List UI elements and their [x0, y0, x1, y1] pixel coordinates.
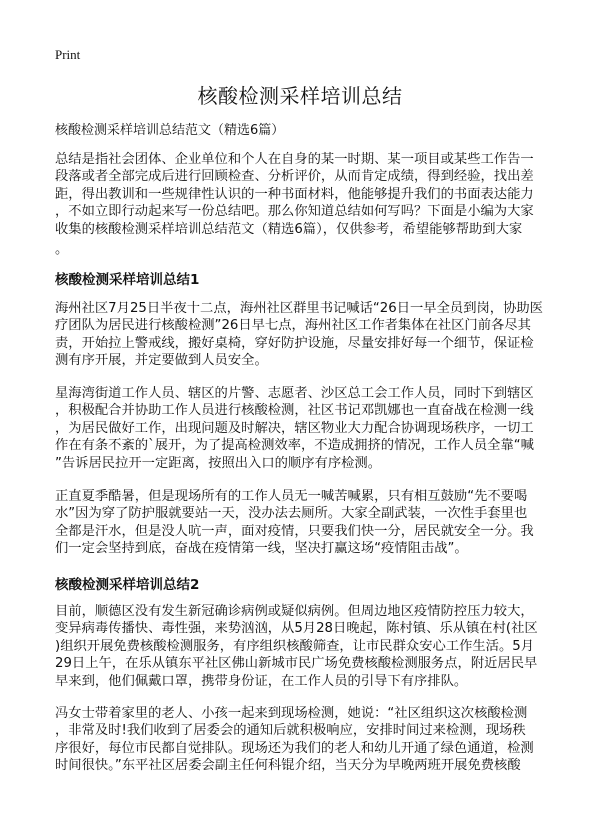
text-line: 们一定会坚持到底，奋战在疫情第一线，坚决打赢这场“疫情阻击战”。: [55, 541, 468, 557]
text-line: 29日上午，在乐从镇东平社区佛山新城市民广场免费核酸检测服务点，附近居民早: [55, 656, 538, 672]
text-line: ，为居民做好工作，出现问题及时解决，辖区物业大力配合协调现场秩序，一切工: [55, 420, 534, 436]
text-line: ，非常及时!我们收到了居委会的通知后就积极响应，安排时间过来检测，现场秩: [55, 723, 526, 739]
text-line: 变异病毒传播快、毒性强，来势汹汹，从5月28日晚起，陈村镇、乐从镇在村(社区: [55, 621, 538, 637]
text-line: 总结是指社会团体、企业单位和个人在自身的某一时期、某一项目或某些工作告一: [55, 152, 534, 167]
text-line: 段落或者全部完成后进行回顾检查、分析评价，从而肯定成绩，得到经验，找出差: [55, 169, 534, 185]
text-line: 早来到，他们佩戴口罩，携带身份证，在工作人员的引导下有序排队。: [55, 673, 468, 689]
text-line: 作在有条不紊的`展开，为了提高检测效率，不造成拥挤的情况，工作人员全靠“喊: [55, 438, 534, 454]
paragraph: [55, 603, 550, 690]
text-line: 疗团队为居民进行核酸检测”26日早七点，海州社区工作者集体在社区门前各尽其: [55, 318, 531, 334]
paragraph: [55, 300, 550, 370]
paragraph: [55, 705, 550, 775]
subtitle: 核酸检测采样培训总结范文（精选6篇）: [55, 123, 285, 138]
text-line: 正直夏季酷暑，但是现场所有的工作人员无一喊苦喊累，只有相互鼓励“先不要喝: [55, 489, 528, 504]
section-heading-2: 核酸检测采样培训总结2: [55, 577, 200, 593]
text-line: ，积极配合并协助工作人员进行核酸检测，社区书记邓凯娜也一直奋战在检测一线: [55, 403, 534, 419]
text-line: 海州社区7月25日半夜十二点，海州社区群里书记喊话“26日一早全员到岗，协助医: [55, 301, 543, 316]
text-line: 测有序开展，并定要做到人员安全。: [55, 353, 268, 369]
text-line: 冯女士带着家里的老人、小孩一起来到现场检测，她说：“社区组织这次核酸检测: [55, 706, 528, 721]
text-line: 责，开始拉上警戒线，搬好桌椅，穿好防护设施，尽量安排好每一个细节，保证检: [55, 335, 534, 351]
print-link[interactable]: Print: [55, 47, 81, 62]
text-line: ，不如立即行动起来写一份总结吧。那么你知道总结如何写吗？下面是小编为大家: [55, 204, 534, 220]
text-line: 全都是汗水，但是没人吭一声，面对疫情，只要我们快一分，居民就安全一分。我: [55, 523, 534, 539]
text-line: 水”因为穿了防护服就要站一天，没办法去厕所。大家全副武装，一次性手套里也: [55, 506, 528, 522]
paragraph: [55, 488, 550, 558]
text-line: 星海湾街道工作人员、辖区的片警、志愿者、沙区总工会工作人员，同时下到辖区: [55, 386, 534, 401]
text-line: 。: [55, 242, 69, 258]
page-title: 核酸检测采样培训总结: [197, 84, 403, 108]
text-line: 收集的核酸检测采样培训总结范文（精选6篇），仅供参考，希望能够帮助到大家: [55, 221, 523, 237]
text-line: ”告诉居民拉开一定距离，按照出入口的顺序有序检测。: [55, 455, 382, 471]
section-heading-1: 核酸检测采样培训总结1: [55, 272, 200, 288]
text-line: 目前，顺德区没有发生新冠确诊病例或疑似病例。但周边地区疫情防控压力较大，: [55, 604, 534, 619]
text-line: 序很好，每位市民都自觉排队。现场还为我们的老人和幼儿开通了绿色通道，检测: [55, 740, 534, 756]
text-line: 时间很快。”东平社区居委会副主任何科锟介绍，当天分为早晚两班开展免费核酸: [55, 758, 521, 774]
text-line: )组织开展免费核酸检测服务，有序组织核酸筛查，让市民群众安心工作生活。5月: [55, 638, 535, 654]
paragraph: [55, 385, 550, 472]
text-line: 距，得出教训和一些规律性认识的一种书面材料，他能够提升我们的书面表达能力: [55, 186, 534, 202]
intro-paragraph: [55, 151, 550, 258]
